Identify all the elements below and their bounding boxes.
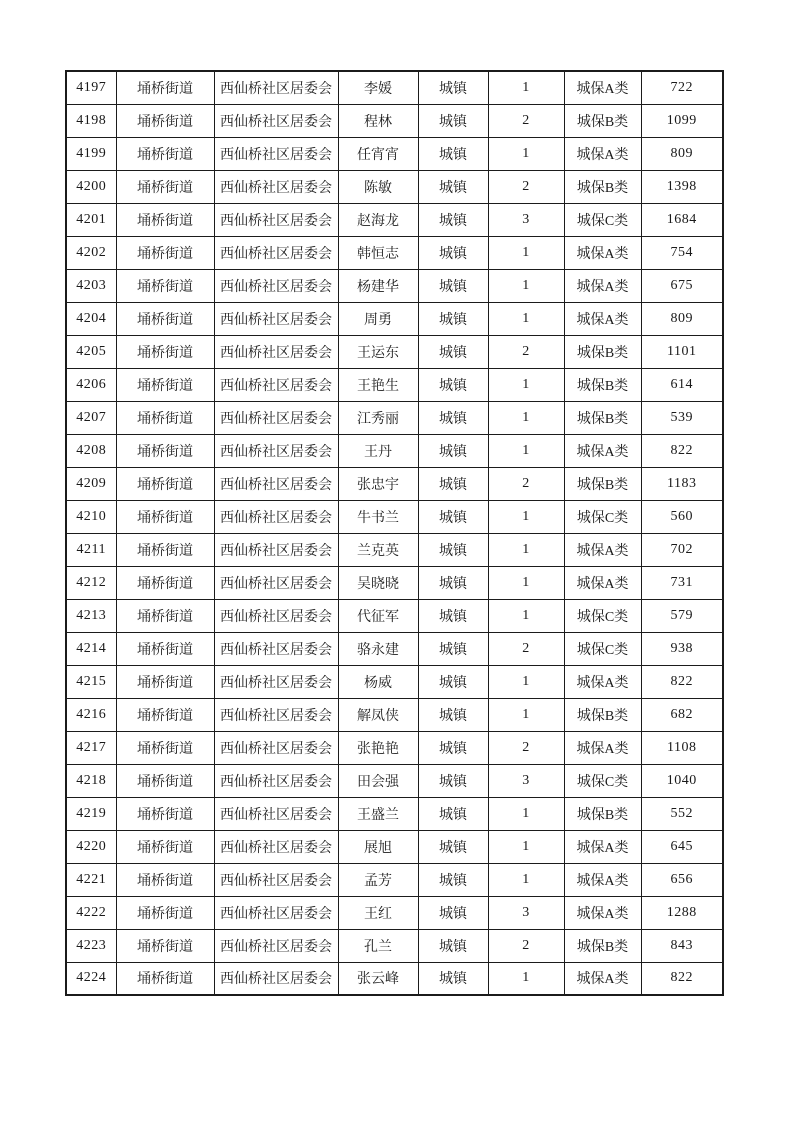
cell-amount: 656: [641, 863, 723, 896]
cell-community: 西仙桥社区居委会: [214, 533, 338, 566]
cell-count: 1: [488, 137, 564, 170]
cell-amount: 560: [641, 500, 723, 533]
cell-id: 4220: [66, 830, 116, 863]
cell-name: 赵海龙: [338, 203, 418, 236]
cell-id: 4216: [66, 698, 116, 731]
cell-category: 城保A类: [564, 962, 641, 995]
table-row: [66, 665, 723, 698]
cell-amount: 682: [641, 698, 723, 731]
cell-type: 城镇: [418, 434, 488, 467]
table-row: [66, 401, 723, 434]
cell-type: 城镇: [418, 863, 488, 896]
cell-id: 4208: [66, 434, 116, 467]
cell-amount: 822: [641, 962, 723, 995]
cell-count: 1: [488, 533, 564, 566]
cell-id: 4202: [66, 236, 116, 269]
cell-street: 埇桥街道: [116, 467, 214, 500]
cell-community: 西仙桥社区居委会: [214, 962, 338, 995]
cell-type: 城镇: [418, 236, 488, 269]
cell-name: 牛书兰: [338, 500, 418, 533]
cell-id: 4198: [66, 104, 116, 137]
cell-name: 王盛兰: [338, 797, 418, 830]
cell-community: 西仙桥社区居委会: [214, 269, 338, 302]
cell-community: 西仙桥社区居委会: [214, 71, 338, 104]
cell-id: 4200: [66, 170, 116, 203]
cell-name: 王丹: [338, 434, 418, 467]
cell-category: 城保A类: [564, 71, 641, 104]
cell-type: 城镇: [418, 368, 488, 401]
cell-amount: 1108: [641, 731, 723, 764]
cell-count: 1: [488, 401, 564, 434]
cell-id: 4205: [66, 335, 116, 368]
cell-community: 西仙桥社区居委会: [214, 665, 338, 698]
cell-id: 4223: [66, 929, 116, 962]
cell-name: 程林: [338, 104, 418, 137]
cell-name: 杨威: [338, 665, 418, 698]
cell-category: 城保B类: [564, 401, 641, 434]
cell-category: 城保A类: [564, 830, 641, 863]
cell-id: 4204: [66, 302, 116, 335]
cell-count: 3: [488, 896, 564, 929]
cell-amount: 1099: [641, 104, 723, 137]
cell-street: 埇桥街道: [116, 764, 214, 797]
cell-id: 4215: [66, 665, 116, 698]
table-row: [66, 863, 723, 896]
cell-count: 1: [488, 863, 564, 896]
table-row: [66, 170, 723, 203]
cell-count: 2: [488, 632, 564, 665]
cell-type: 城镇: [418, 302, 488, 335]
cell-count: 1: [488, 236, 564, 269]
cell-amount: 1040: [641, 764, 723, 797]
cell-amount: 1288: [641, 896, 723, 929]
cell-community: 西仙桥社区居委会: [214, 170, 338, 203]
cell-count: 3: [488, 764, 564, 797]
cell-count: 1: [488, 269, 564, 302]
cell-community: 西仙桥社区居委会: [214, 764, 338, 797]
cell-community: 西仙桥社区居委会: [214, 302, 338, 335]
cell-category: 城保A类: [564, 731, 641, 764]
cell-category: 城保C类: [564, 203, 641, 236]
cell-type: 城镇: [418, 698, 488, 731]
cell-category: 城保C类: [564, 599, 641, 632]
cell-category: 城保C类: [564, 632, 641, 665]
cell-type: 城镇: [418, 599, 488, 632]
cell-count: 2: [488, 929, 564, 962]
cell-id: 4207: [66, 401, 116, 434]
cell-category: 城保A类: [564, 137, 641, 170]
cell-community: 西仙桥社区居委会: [214, 104, 338, 137]
table-row: [66, 434, 723, 467]
cell-street: 埇桥街道: [116, 302, 214, 335]
cell-community: 西仙桥社区居委会: [214, 599, 338, 632]
cell-street: 埇桥街道: [116, 401, 214, 434]
cell-category: 城保B类: [564, 335, 641, 368]
table-row: [66, 302, 723, 335]
cell-count: 1: [488, 599, 564, 632]
cell-category: 城保A类: [564, 302, 641, 335]
cell-name: 江秀丽: [338, 401, 418, 434]
cell-type: 城镇: [418, 929, 488, 962]
cell-street: 埇桥街道: [116, 962, 214, 995]
cell-type: 城镇: [418, 632, 488, 665]
cell-amount: 1183: [641, 467, 723, 500]
cell-name: 张忠宇: [338, 467, 418, 500]
table-row: [66, 500, 723, 533]
cell-id: 4217: [66, 731, 116, 764]
cell-id: 4213: [66, 599, 116, 632]
cell-community: 西仙桥社区居委会: [214, 896, 338, 929]
cell-type: 城镇: [418, 830, 488, 863]
cell-name: 周勇: [338, 302, 418, 335]
cell-count: 2: [488, 170, 564, 203]
cell-id: 4218: [66, 764, 116, 797]
cell-type: 城镇: [418, 896, 488, 929]
cell-street: 埇桥街道: [116, 698, 214, 731]
cell-count: 1: [488, 797, 564, 830]
table-row: [66, 599, 723, 632]
cell-street: 埇桥街道: [116, 203, 214, 236]
cell-street: 埇桥街道: [116, 896, 214, 929]
cell-name: 张艳艳: [338, 731, 418, 764]
cell-name: 孟芳: [338, 863, 418, 896]
cell-community: 西仙桥社区居委会: [214, 401, 338, 434]
cell-amount: 1684: [641, 203, 723, 236]
cell-type: 城镇: [418, 401, 488, 434]
cell-community: 西仙桥社区居委会: [214, 137, 338, 170]
cell-street: 埇桥街道: [116, 665, 214, 698]
cell-count: 2: [488, 104, 564, 137]
cell-name: 代征军: [338, 599, 418, 632]
cell-amount: 1101: [641, 335, 723, 368]
cell-count: 1: [488, 434, 564, 467]
table-body: [66, 71, 723, 995]
cell-name: 骆永建: [338, 632, 418, 665]
cell-id: 4201: [66, 203, 116, 236]
cell-category: 城保B类: [564, 467, 641, 500]
cell-street: 埇桥街道: [116, 863, 214, 896]
cell-category: 城保B类: [564, 698, 641, 731]
cell-amount: 822: [641, 665, 723, 698]
cell-community: 西仙桥社区居委会: [214, 797, 338, 830]
cell-id: 4212: [66, 566, 116, 599]
cell-street: 埇桥街道: [116, 500, 214, 533]
cell-count: 1: [488, 698, 564, 731]
cell-name: 王运东: [338, 335, 418, 368]
cell-category: 城保B类: [564, 104, 641, 137]
cell-street: 埇桥街道: [116, 170, 214, 203]
cell-community: 西仙桥社区居委会: [214, 929, 338, 962]
cell-count: 1: [488, 500, 564, 533]
cell-type: 城镇: [418, 335, 488, 368]
cell-street: 埇桥街道: [116, 731, 214, 764]
table-row: [66, 632, 723, 665]
cell-community: 西仙桥社区居委会: [214, 731, 338, 764]
cell-count: 1: [488, 566, 564, 599]
cell-type: 城镇: [418, 533, 488, 566]
cell-community: 西仙桥社区居委会: [214, 632, 338, 665]
cell-street: 埇桥街道: [116, 104, 214, 137]
cell-count: 1: [488, 71, 564, 104]
cell-count: 1: [488, 302, 564, 335]
cell-community: 西仙桥社区居委会: [214, 863, 338, 896]
cell-street: 埇桥街道: [116, 71, 214, 104]
cell-type: 城镇: [418, 170, 488, 203]
cell-community: 西仙桥社区居委会: [214, 335, 338, 368]
cell-name: 展旭: [338, 830, 418, 863]
cell-amount: 822: [641, 434, 723, 467]
cell-amount: 722: [641, 71, 723, 104]
cell-name: 兰克英: [338, 533, 418, 566]
cell-community: 西仙桥社区居委会: [214, 566, 338, 599]
cell-id: 4214: [66, 632, 116, 665]
cell-category: 城保C类: [564, 764, 641, 797]
table-row: [66, 896, 723, 929]
cell-type: 城镇: [418, 137, 488, 170]
table-row: [66, 731, 723, 764]
cell-amount: 702: [641, 533, 723, 566]
cell-street: 埇桥街道: [116, 599, 214, 632]
cell-category: 城保B类: [564, 797, 641, 830]
cell-street: 埇桥街道: [116, 269, 214, 302]
cell-type: 城镇: [418, 203, 488, 236]
cell-type: 城镇: [418, 665, 488, 698]
cell-name: 田会强: [338, 764, 418, 797]
cell-name: 张云峰: [338, 962, 418, 995]
table-row: [66, 797, 723, 830]
cell-street: 埇桥街道: [116, 434, 214, 467]
cell-id: 4224: [66, 962, 116, 995]
cell-amount: 579: [641, 599, 723, 632]
cell-street: 埇桥街道: [116, 632, 214, 665]
table-row: [66, 830, 723, 863]
cell-street: 埇桥街道: [116, 533, 214, 566]
table-row: [66, 764, 723, 797]
cell-amount: 731: [641, 566, 723, 599]
table-row: [66, 236, 723, 269]
cell-street: 埇桥街道: [116, 335, 214, 368]
cell-amount: 754: [641, 236, 723, 269]
table-row: [66, 533, 723, 566]
table-row: [66, 269, 723, 302]
cell-amount: 614: [641, 368, 723, 401]
cell-id: 4209: [66, 467, 116, 500]
cell-id: 4210: [66, 500, 116, 533]
cell-name: 杨建华: [338, 269, 418, 302]
benefits-table: [65, 70, 724, 996]
cell-category: 城保B类: [564, 170, 641, 203]
cell-street: 埇桥街道: [116, 929, 214, 962]
table-row: [66, 467, 723, 500]
table-row: [66, 71, 723, 104]
cell-type: 城镇: [418, 764, 488, 797]
table-row: [66, 368, 723, 401]
cell-category: 城保A类: [564, 566, 641, 599]
cell-street: 埇桥街道: [116, 137, 214, 170]
cell-community: 西仙桥社区居委会: [214, 830, 338, 863]
cell-name: 吴晓晓: [338, 566, 418, 599]
cell-id: 4222: [66, 896, 116, 929]
cell-community: 西仙桥社区居委会: [214, 236, 338, 269]
cell-category: 城保A类: [564, 863, 641, 896]
cell-community: 西仙桥社区居委会: [214, 368, 338, 401]
cell-count: 1: [488, 665, 564, 698]
cell-count: 1: [488, 368, 564, 401]
cell-community: 西仙桥社区居委会: [214, 500, 338, 533]
cell-count: 1: [488, 830, 564, 863]
cell-name: 王艳生: [338, 368, 418, 401]
cell-category: 城保A类: [564, 896, 641, 929]
table-row: [66, 698, 723, 731]
table-row: [66, 137, 723, 170]
cell-type: 城镇: [418, 269, 488, 302]
cell-count: 2: [488, 467, 564, 500]
cell-community: 西仙桥社区居委会: [214, 203, 338, 236]
cell-category: 城保C类: [564, 500, 641, 533]
cell-name: 任宵宵: [338, 137, 418, 170]
cell-type: 城镇: [418, 566, 488, 599]
cell-community: 西仙桥社区居委会: [214, 434, 338, 467]
cell-id: 4206: [66, 368, 116, 401]
cell-type: 城镇: [418, 962, 488, 995]
cell-type: 城镇: [418, 500, 488, 533]
cell-category: 城保A类: [564, 533, 641, 566]
cell-amount: 843: [641, 929, 723, 962]
cell-id: 4203: [66, 269, 116, 302]
cell-amount: 938: [641, 632, 723, 665]
cell-count: 2: [488, 335, 564, 368]
cell-type: 城镇: [418, 104, 488, 137]
cell-street: 埇桥街道: [116, 236, 214, 269]
cell-street: 埇桥街道: [116, 830, 214, 863]
cell-type: 城镇: [418, 467, 488, 500]
cell-category: 城保A类: [564, 269, 641, 302]
cell-street: 埇桥街道: [116, 566, 214, 599]
cell-street: 埇桥街道: [116, 797, 214, 830]
cell-community: 西仙桥社区居委会: [214, 698, 338, 731]
cell-category: 城保B类: [564, 929, 641, 962]
cell-amount: 645: [641, 830, 723, 863]
cell-count: 3: [488, 203, 564, 236]
cell-amount: 539: [641, 401, 723, 434]
cell-type: 城镇: [418, 71, 488, 104]
cell-amount: 552: [641, 797, 723, 830]
cell-amount: 809: [641, 302, 723, 335]
cell-type: 城镇: [418, 797, 488, 830]
cell-count: 2: [488, 731, 564, 764]
cell-category: 城保B类: [564, 368, 641, 401]
cell-community: 西仙桥社区居委会: [214, 467, 338, 500]
table-row: [66, 929, 723, 962]
cell-name: 李媛: [338, 71, 418, 104]
cell-amount: 675: [641, 269, 723, 302]
cell-id: 4199: [66, 137, 116, 170]
table-row: [66, 335, 723, 368]
cell-category: 城保A类: [564, 434, 641, 467]
table-row: [66, 104, 723, 137]
cell-id: 4219: [66, 797, 116, 830]
cell-type: 城镇: [418, 731, 488, 764]
table-row: [66, 203, 723, 236]
cell-category: 城保A类: [564, 665, 641, 698]
cell-name: 韩恒志: [338, 236, 418, 269]
cell-count: 1: [488, 962, 564, 995]
table-row: [66, 962, 723, 995]
cell-street: 埇桥街道: [116, 368, 214, 401]
cell-name: 孔兰: [338, 929, 418, 962]
cell-id: 4197: [66, 71, 116, 104]
cell-category: 城保A类: [564, 236, 641, 269]
cell-name: 陈敏: [338, 170, 418, 203]
cell-id: 4221: [66, 863, 116, 896]
cell-amount: 809: [641, 137, 723, 170]
cell-name: 王红: [338, 896, 418, 929]
cell-name: 解凤侠: [338, 698, 418, 731]
cell-id: 4211: [66, 533, 116, 566]
table-row: [66, 566, 723, 599]
cell-amount: 1398: [641, 170, 723, 203]
